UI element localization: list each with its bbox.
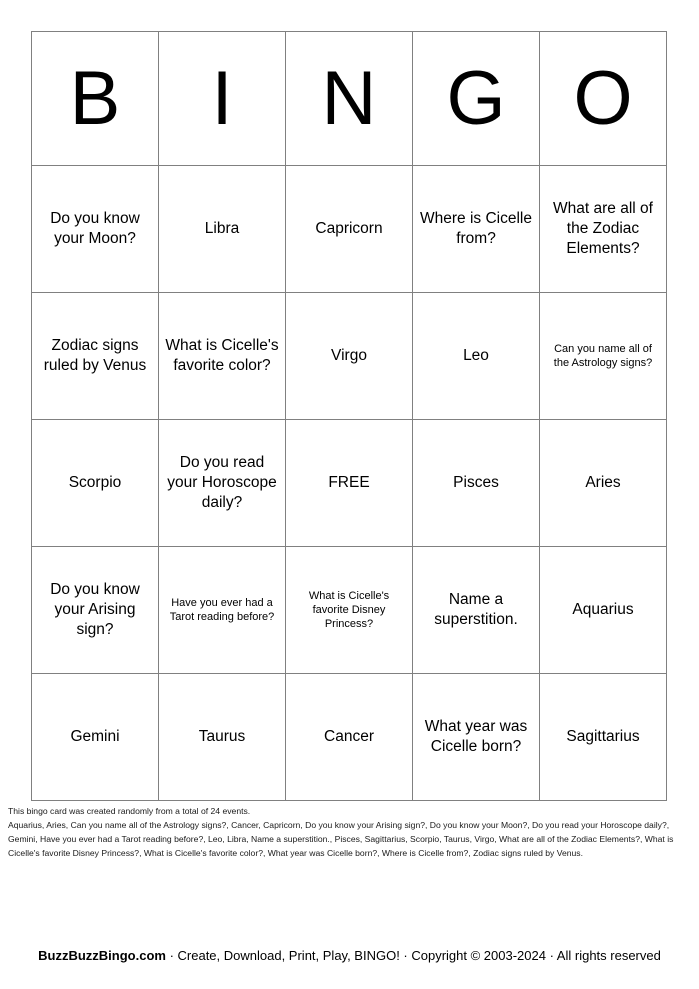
bingo-cell-label: Leo: [463, 347, 489, 365]
bingo-cell-label: Sagittarius: [566, 728, 640, 746]
bingo-cell[interactable]: [32, 547, 159, 674]
bingo-cell[interactable]: [540, 547, 667, 674]
bingo-cell-label: Can you name all of the Astrology signs?: [553, 342, 653, 369]
bingo-cell-label: Do you know your Arising sign?: [50, 581, 140, 638]
fine-print-event-list: Aquarius, Aries, Can you name all of the Astrology signs?, Cancer, Capricorn, Do you know your Arising sign?, Do you know your Moon?, Do you read your Horoscope daily?, Gemini, Have you ever had a Tarot reading before?, Leo, Libra, Name a superstition., Pisces, Sagittarius, Scorpio, Taurus, Virgo, What are all of the Zodiac Elements?, What is Cicelle's favorite Disney Princess?, What is Cicelle's favorite color?, What year was Cicelle born?, Where is Cicelle from?, Zodiac signs ruled by Venus.: [8, 819, 674, 858]
bingo-row: [32, 547, 667, 674]
bingo-cell-label: Gemini: [70, 728, 120, 746]
bingo-card-grid: [31, 31, 667, 801]
bingo-cell[interactable]: [159, 547, 286, 674]
fine-print-summary: This bingo card was created randomly from a total of 24 events.: [8, 806, 251, 816]
bingo-cell[interactable]: [413, 547, 540, 674]
bingo-cell-label: Where is Cicelle from?: [420, 210, 532, 247]
bingo-cell[interactable]: [413, 293, 540, 420]
bingo-cell-label: What is Cicelle's favorite color?: [165, 337, 279, 374]
bingo-row: [32, 166, 667, 293]
bingo-header-letter-i: I: [159, 32, 286, 166]
bingo-cell-label: What year was Cicelle born?: [424, 718, 528, 755]
bingo-cell-label: Scorpio: [68, 474, 122, 492]
bingo-cell[interactable]: [32, 420, 159, 547]
bingo-cell-label: Zodiac signs ruled by Venus: [43, 337, 147, 374]
bingo-cell[interactable]: [286, 166, 413, 293]
bingo-cell[interactable]: [540, 420, 667, 547]
bingo-cell[interactable]: [286, 293, 413, 420]
footer-tagline: · Create, Download, Print, Play, BINGO! · Copyright © 2003-2024 · All rights reserved: [165, 948, 661, 963]
bingo-cell[interactable]: [159, 674, 286, 801]
bingo-cell[interactable]: [159, 420, 286, 547]
bingo-cell[interactable]: [32, 166, 159, 293]
bingo-cell-label: Do you read your Horoscope daily?: [167, 454, 277, 511]
bingo-header-letter-b: B: [32, 32, 159, 166]
bingo-cell[interactable]: [540, 674, 667, 801]
bingo-cell[interactable]: [286, 674, 413, 801]
bingo-row: [32, 293, 667, 420]
bingo-cell[interactable]: [413, 166, 540, 293]
bingo-cell-label: Aries: [585, 474, 621, 492]
bingo-cell-label: Taurus: [198, 728, 246, 746]
bingo-cell-label: Name a superstition.: [434, 591, 518, 628]
bingo-cell[interactable]: [540, 166, 667, 293]
bingo-cell[interactable]: [32, 293, 159, 420]
footer-brand[interactable]: BuzzBuzzBingo.com: [38, 948, 166, 963]
bingo-cell[interactable]: [159, 166, 286, 293]
bingo-cell[interactable]: [32, 674, 159, 801]
bingo-cell[interactable]: [413, 420, 540, 547]
bingo-cell-label: Have you ever had a Tarot reading before?: [169, 596, 275, 623]
bingo-cell[interactable]: [413, 674, 540, 801]
bingo-header-letter-o: O: [540, 32, 667, 166]
bingo-cell[interactable]: [540, 293, 667, 420]
bingo-cell-free[interactable]: [286, 420, 413, 547]
bingo-cell[interactable]: [286, 547, 413, 674]
bingo-cell-label: What is Cicelle's favorite Disney Princess?: [308, 589, 390, 631]
page-footer: [0, 948, 699, 963]
bingo-header-letter-n: N: [286, 32, 413, 166]
fine-print-block: [8, 805, 692, 861]
bingo-cell-label: Virgo: [331, 347, 367, 365]
bingo-cell-label: FREE: [328, 474, 370, 492]
bingo-row: [32, 420, 667, 547]
bingo-cell-label: Aquarius: [572, 601, 634, 619]
bingo-cell-label: Libra: [204, 220, 240, 238]
bingo-cell-label: What are all of the Zodiac Elements?: [553, 200, 653, 257]
bingo-header-letter-g: G: [413, 32, 540, 166]
bingo-cell-label: Capricorn: [315, 220, 383, 238]
bingo-row: [32, 674, 667, 801]
bingo-cell[interactable]: [159, 293, 286, 420]
bingo-cell-label: Do you know your Moon?: [50, 210, 140, 247]
bingo-cell-label: Cancer: [324, 728, 374, 746]
bingo-header-row: [32, 32, 667, 166]
bingo-cell-label: Pisces: [453, 474, 499, 492]
